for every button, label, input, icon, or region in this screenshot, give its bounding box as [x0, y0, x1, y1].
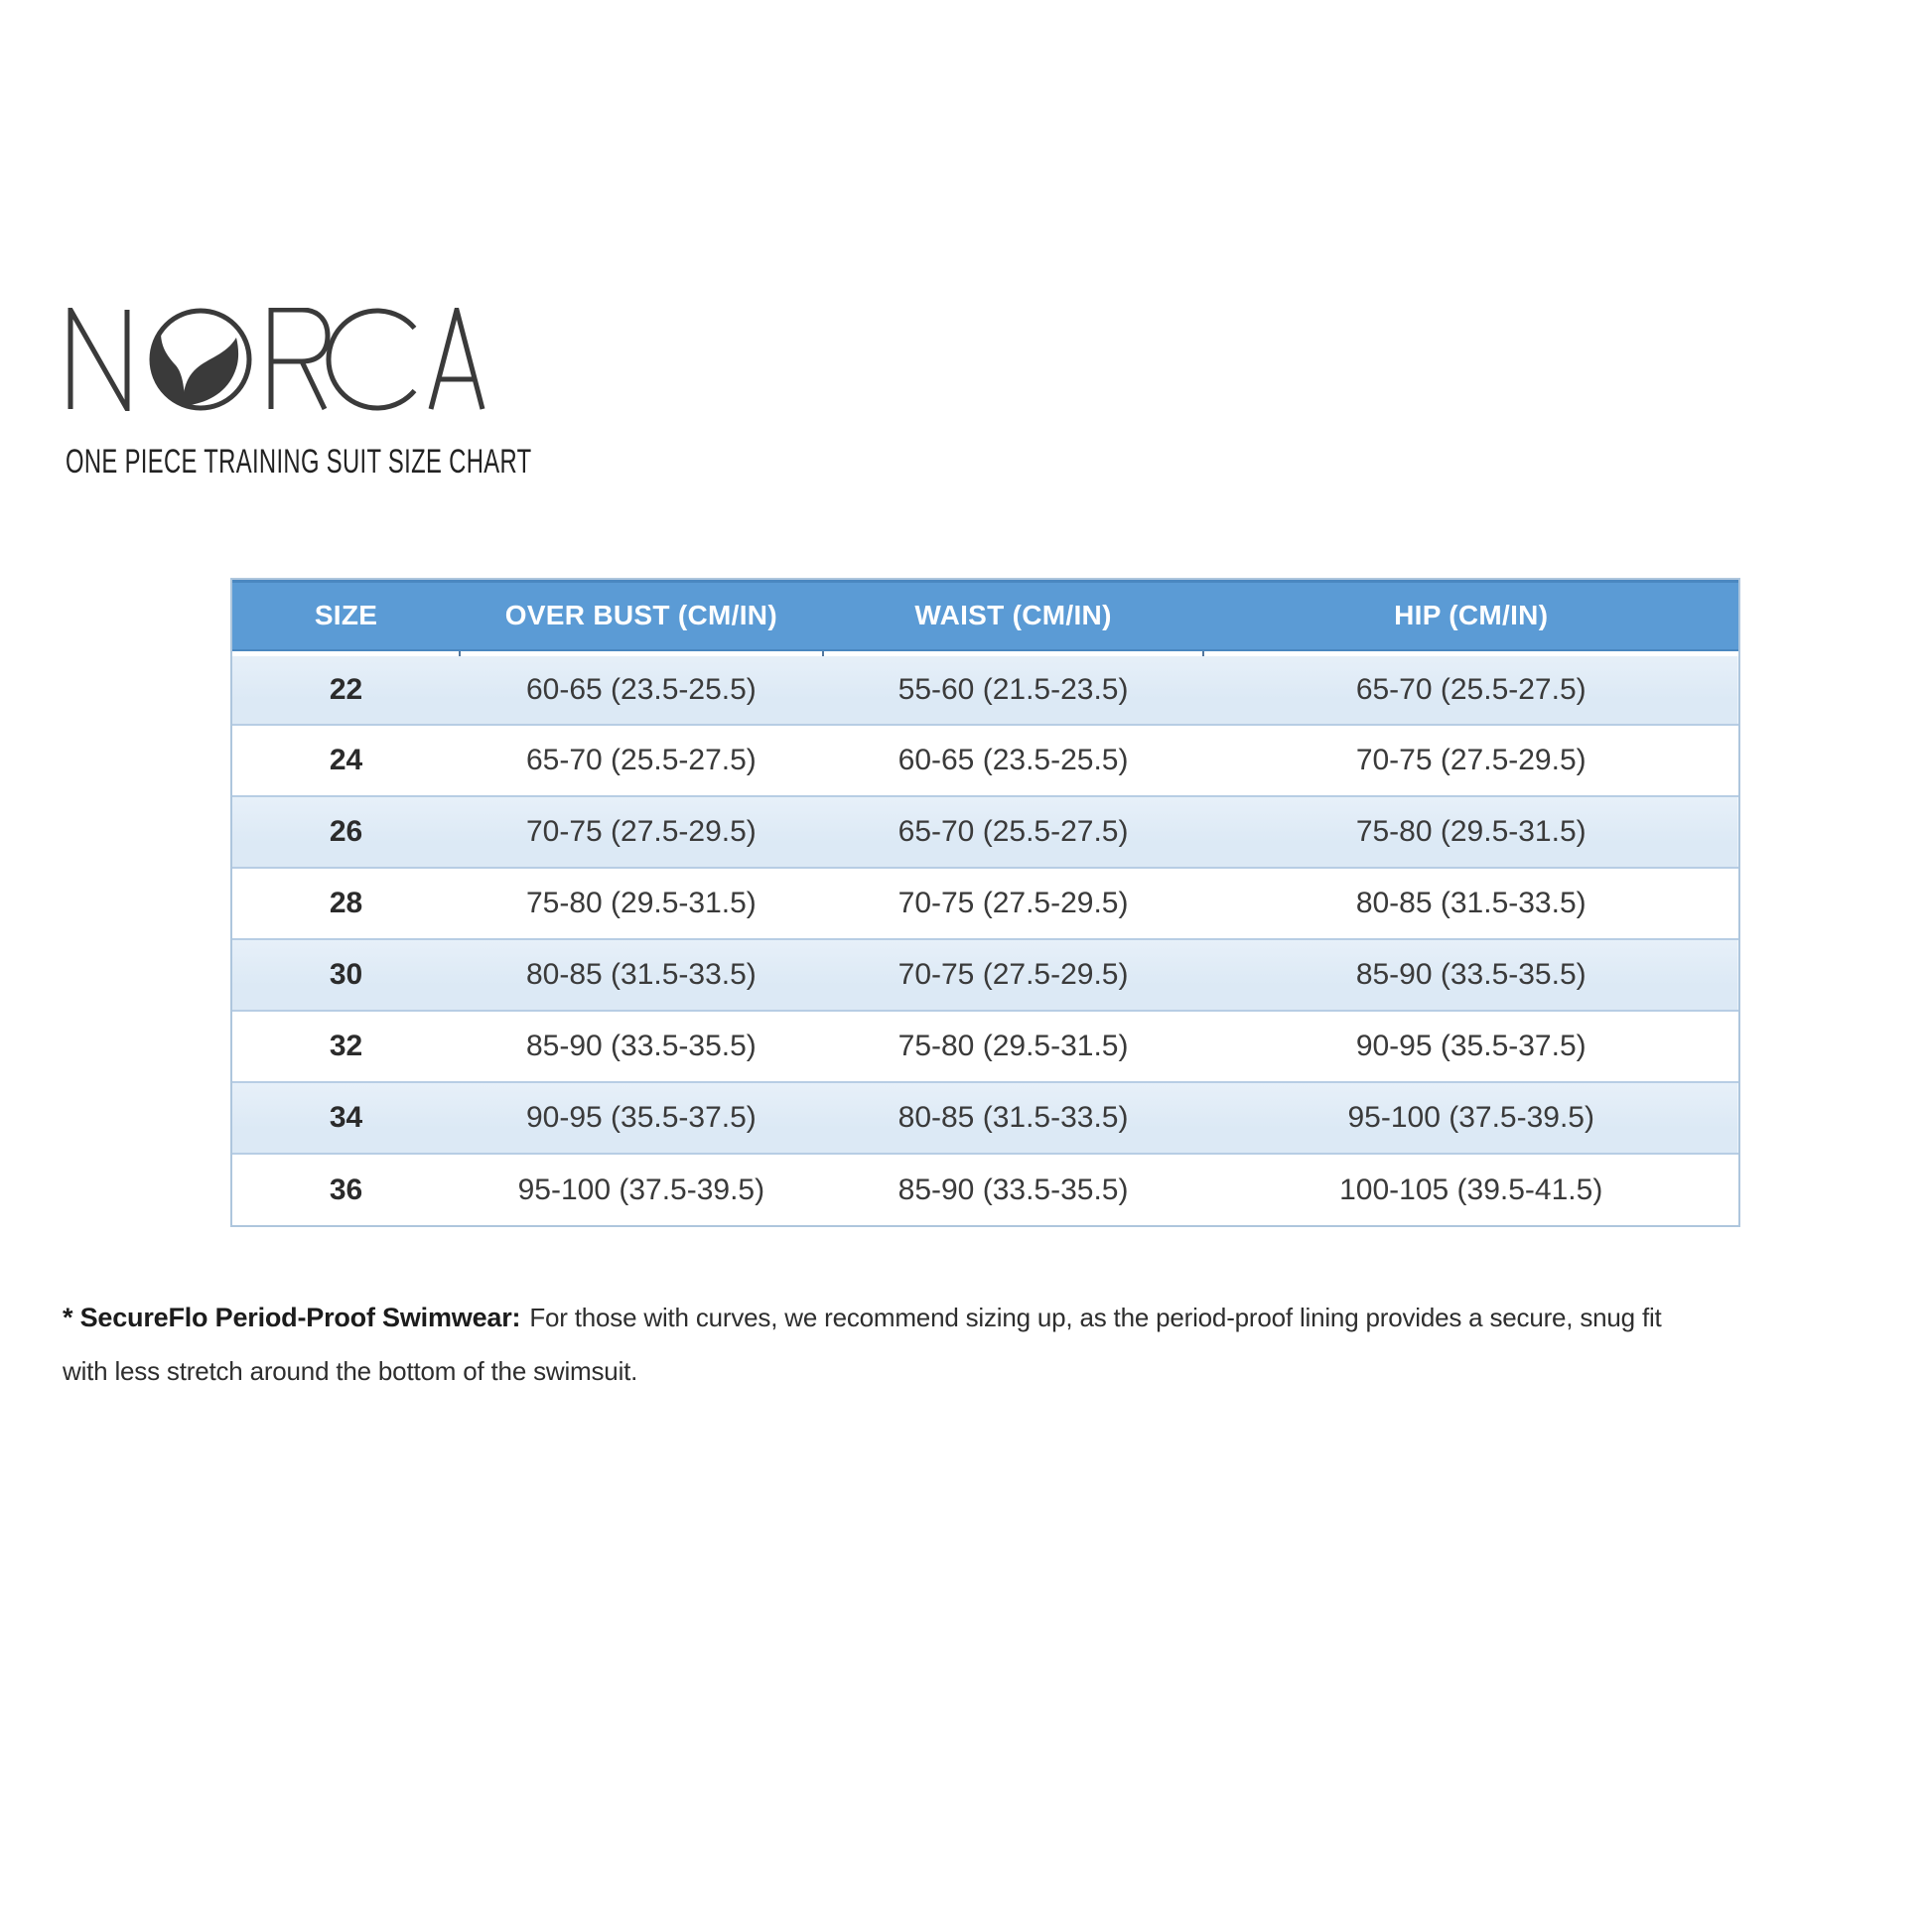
table-row: [232, 868, 1738, 939]
measurement-cell: 65-70 (25.5-27.5): [460, 725, 823, 796]
measurement-cell: 85-90 (33.5-35.5): [1203, 939, 1738, 1011]
measurement-cell: 60-65 (23.5-25.5): [525, 672, 757, 706]
footnote-line-1: [63, 1291, 1909, 1344]
measurement-cell: 60-65 (23.5-25.5): [823, 725, 1204, 796]
norca-wordmark: [68, 308, 486, 411]
measurement-cell: 90-95 (35.5-37.5): [460, 1082, 823, 1154]
norca-logo: [68, 308, 486, 411]
measurement-cell: 85-90 (33.5-35.5): [823, 1154, 1204, 1225]
col-header-hip: HIP (CM/IN): [1203, 580, 1738, 653]
footnote-text-2: with less stretch around the bottom of the swimsuit.: [63, 1356, 638, 1386]
footnote-text-1: For those with curves, we recommend sizing up, as the period-proof lining provides a secure, snug fit: [529, 1303, 1662, 1332]
table-row: [232, 1011, 1738, 1082]
measurement-cell: 80-85 (31.5-33.5): [460, 939, 823, 1011]
table-row: [232, 1082, 1738, 1154]
measurement-cell: 75-80 (29.5-31.5): [460, 868, 823, 939]
table-header-row: [232, 580, 1738, 653]
measurement-cell: 80-85 (31.5-33.5): [823, 1082, 1204, 1154]
measurement-cell: 90-95 (35.5-37.5): [1203, 1011, 1738, 1082]
measurement-cell: 80-85 (31.5-33.5): [1203, 868, 1738, 939]
size-cell: 36: [232, 1154, 460, 1225]
col-header-waist: WAIST (CM/IN): [823, 580, 1204, 653]
size-cell: 24: [232, 725, 460, 796]
table-row: [232, 796, 1738, 868]
measurement-cell: 95-100 (37.5-39.5): [460, 1154, 823, 1225]
measurement-cell: 85-90 (33.5-35.5): [460, 1011, 823, 1082]
size-cell: 34: [232, 1082, 460, 1154]
table-row: [232, 725, 1738, 796]
letter-c: [329, 311, 415, 408]
document-title: ONE PIECE TRAINING SUIT SIZE CHART: [66, 443, 532, 481]
size-cell: 22: [329, 672, 363, 706]
table-row: [232, 1154, 1738, 1225]
measurement-cell: 75-80 (29.5-31.5): [1203, 796, 1738, 868]
footnote-label: * SecureFlo Period-Proof Swimwear:: [63, 1303, 521, 1332]
footnote: [63, 1291, 1909, 1398]
size-cell: 30: [232, 939, 460, 1011]
col-header-size: SIZE: [232, 580, 460, 653]
size-table: [232, 580, 1738, 1225]
measurement-cell: 55-60 (21.5-23.5): [897, 672, 1129, 706]
measurement-cell: 95-100 (37.5-39.5): [1203, 1082, 1738, 1154]
measurement-cell: 70-75 (27.5-29.5): [823, 939, 1204, 1011]
measurement-cell: 65-70 (25.5-27.5): [823, 796, 1204, 868]
measurement-cell: 70-75 (27.5-29.5): [823, 868, 1204, 939]
measurement-cell: 70-75 (27.5-29.5): [460, 796, 823, 868]
letter-n: [70, 310, 127, 409]
size-cell: 32: [232, 1011, 460, 1082]
size-table-body: [232, 653, 1738, 1225]
measurement-cell: 75-80 (29.5-31.5): [823, 1011, 1204, 1082]
col-header-over-bust: OVER BUST (CM/IN): [460, 580, 823, 653]
letter-a: [431, 310, 483, 409]
measurement-cell: 100-105 (39.5-41.5): [1203, 1154, 1738, 1225]
letter-r: [271, 310, 328, 409]
table-row: [232, 653, 1738, 725]
measurement-cell: 70-75 (27.5-29.5): [1203, 725, 1738, 796]
measurement-cell: 65-70 (25.5-27.5): [1355, 672, 1587, 706]
size-cell: 28: [232, 868, 460, 939]
size-cell: 26: [232, 796, 460, 868]
size-table-frame: [230, 578, 1740, 1227]
table-row: [232, 939, 1738, 1011]
